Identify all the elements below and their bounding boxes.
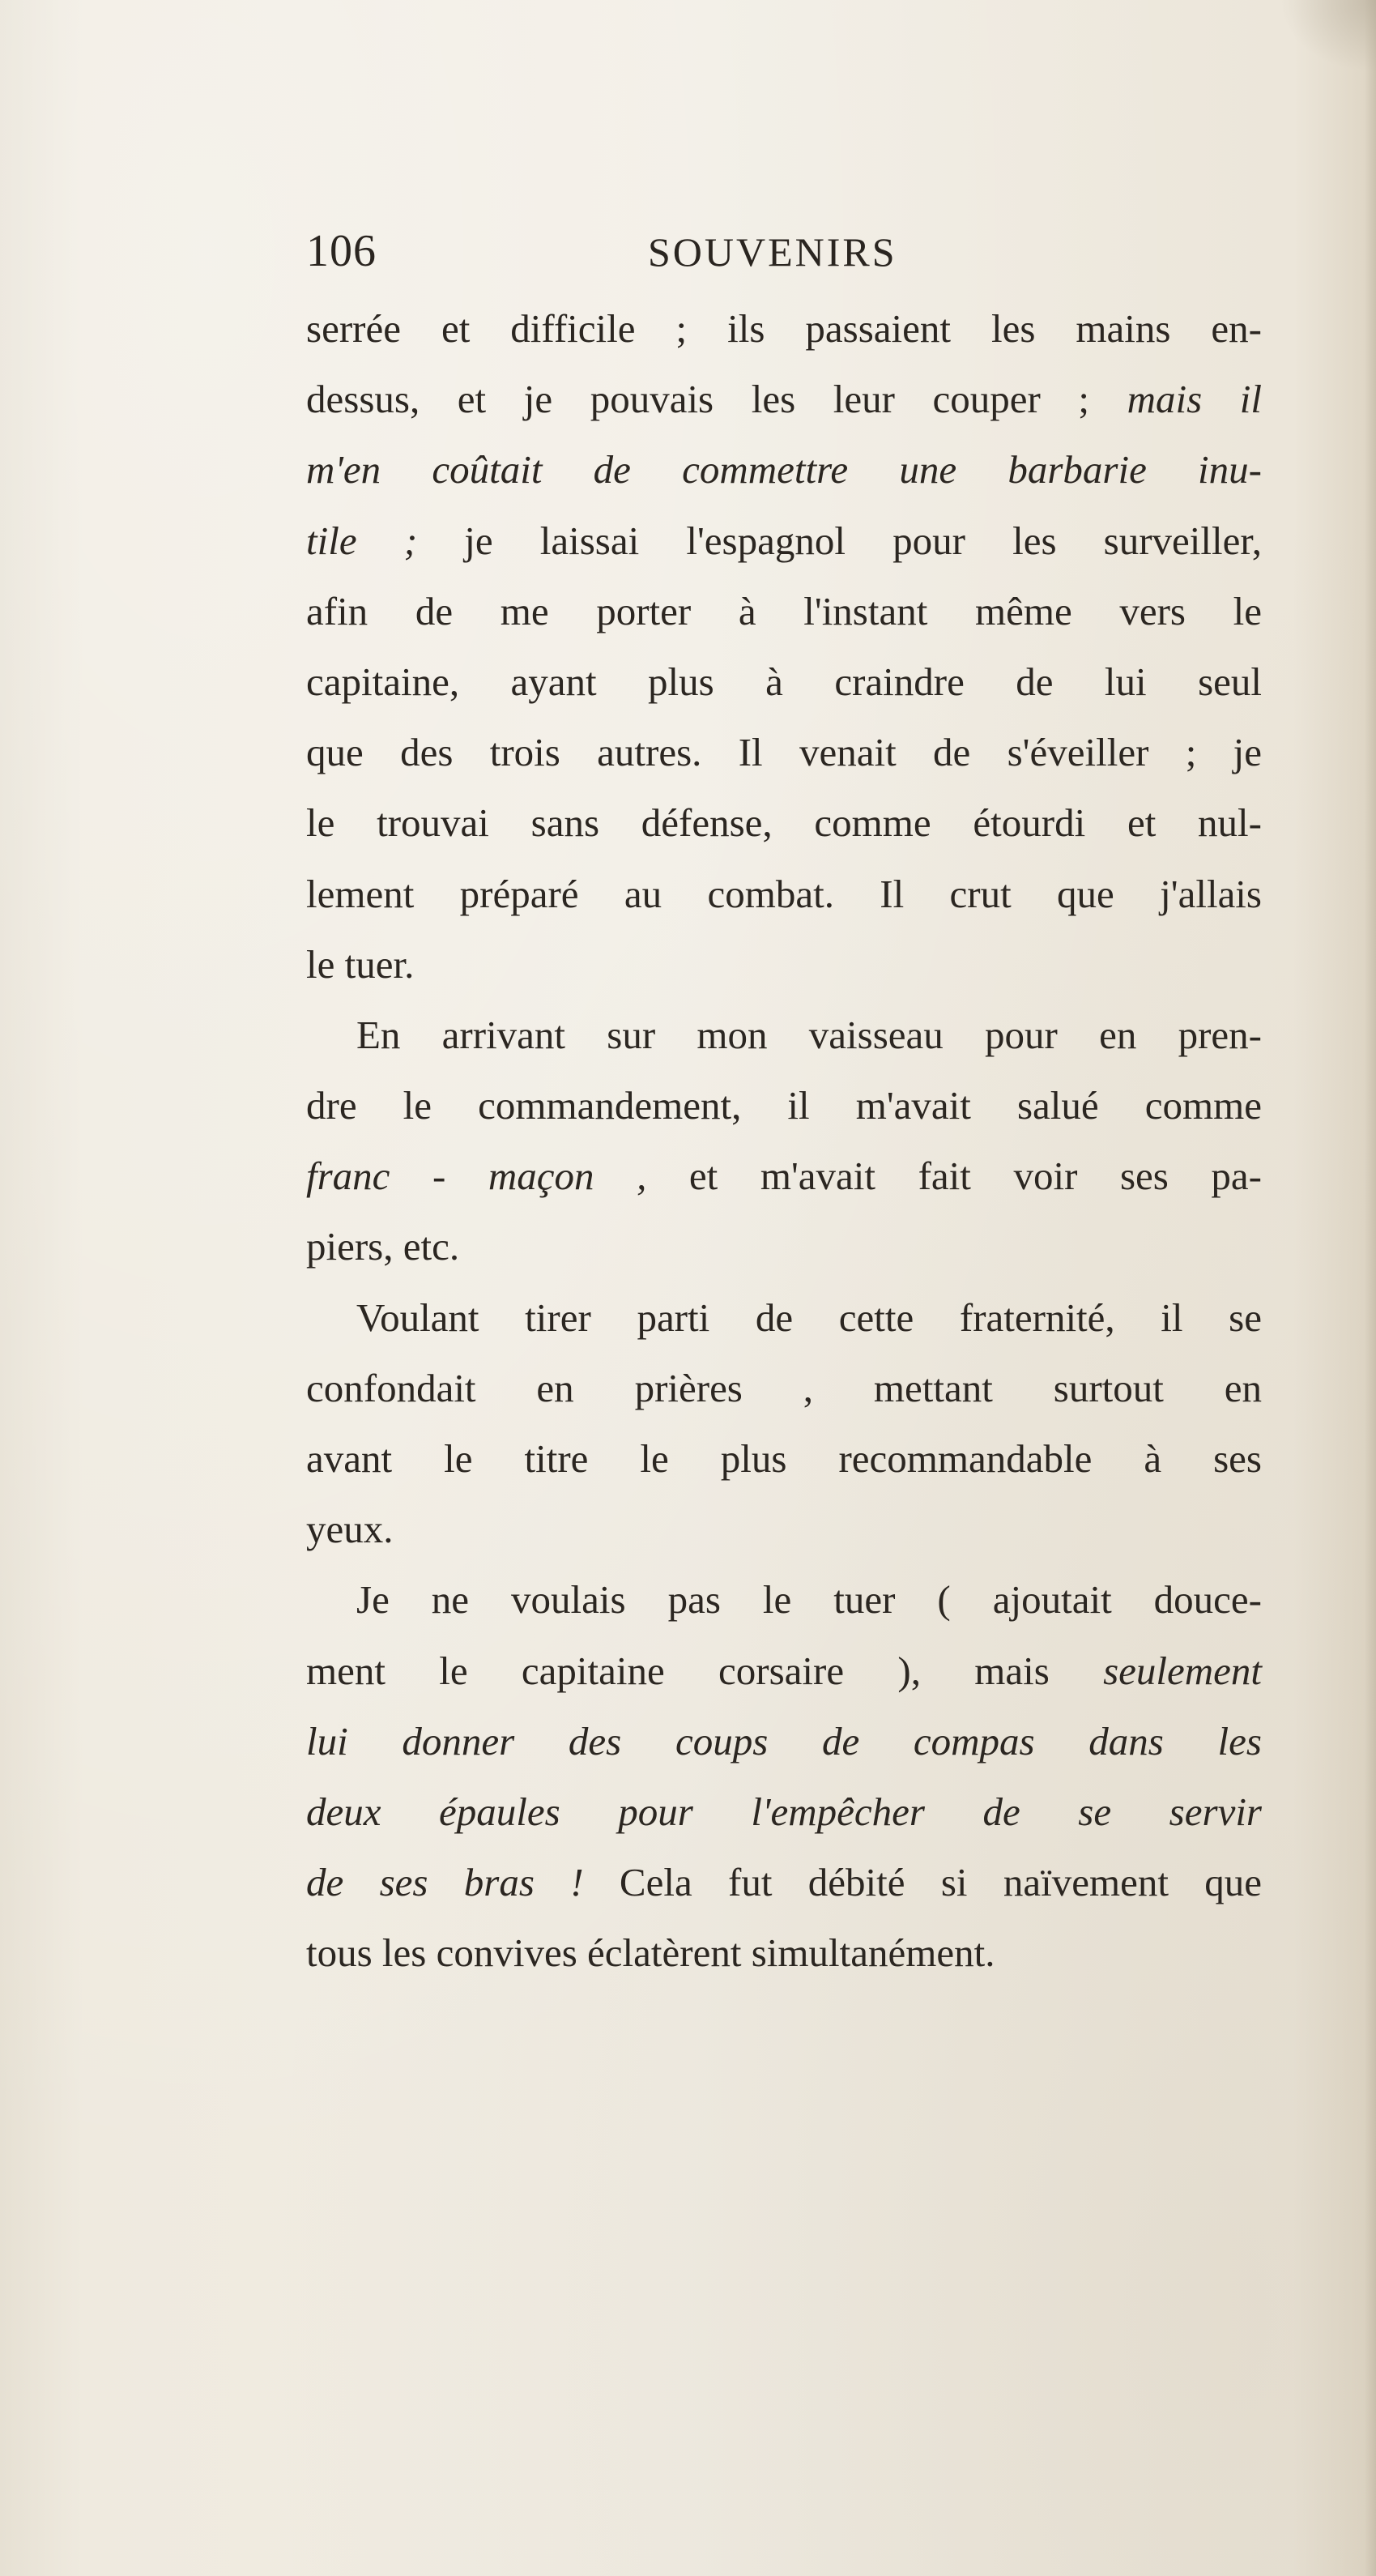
text-line (306, 1706, 1262, 1776)
text-run: piers, etc. (306, 1224, 460, 1269)
text-line (306, 293, 1262, 364)
page-edge (1365, 0, 1376, 2576)
text-run: Cela fut débité si naïvement que (583, 1860, 1263, 1905)
text-run: je laissai l'espagnol pour les surveiller, (417, 518, 1262, 563)
text-line (306, 1282, 1262, 1353)
text-line (306, 859, 1262, 929)
italic-text: m'en coûtait de commettre une barbarie inu- (306, 447, 1262, 493)
text-run: le trouvai sans défense, comme étourdi et nul- (306, 800, 1262, 846)
italic-text: tile ; (306, 518, 418, 563)
text-run: dre le commandement, il m'avait salué comme (306, 1083, 1262, 1128)
text-run: serrée et difficile ; ils passaient les mains en- (306, 306, 1262, 351)
text-line (306, 505, 1262, 576)
text-line (306, 929, 1262, 1000)
text-line (306, 1070, 1262, 1141)
italic-text: mais il (1127, 377, 1262, 422)
text-line (306, 364, 1262, 434)
page-number: 106 (306, 226, 377, 276)
text-line (306, 434, 1262, 505)
text-run: confondait en prières , mettant surtout en (306, 1365, 1262, 1410)
text-run: que des trois autres. Il venait de s'éveiller ; je (306, 730, 1262, 775)
text-line (306, 717, 1262, 787)
text-run: tous les convives éclatèrent simultanément. (306, 1930, 995, 1976)
text-line (306, 1211, 1262, 1282)
text-run: ment le capitaine corsaire ), mais (306, 1648, 1104, 1693)
italic-text: franc - maçon , (306, 1154, 647, 1199)
body-text (306, 293, 1262, 1989)
text-line (306, 1564, 1262, 1635)
text-run: dessus, et je pouvais les leur couper ; (306, 377, 1127, 422)
italic-text: lui donner des coups de compas dans les (306, 1718, 1262, 1764)
page-header (306, 225, 1262, 274)
text-line (306, 1141, 1262, 1211)
text-run: et m'avait fait voir ses pa- (646, 1154, 1262, 1199)
text-line (306, 646, 1262, 717)
text-line (306, 576, 1262, 646)
text-run: Voulant tirer parti de cette fraternité, il se (356, 1294, 1262, 1340)
paper-stain (1279, 0, 1376, 73)
text-run: lement préparé au combat. Il crut que j'allais (306, 871, 1262, 916)
text-line (306, 1423, 1262, 1494)
italic-text: deux épaules pour l'empêcher de se servir (306, 1789, 1262, 1834)
text-run: Je ne voulais pas le tuer ( ajoutait douce- (356, 1577, 1262, 1623)
text-run: le tuer. (306, 941, 415, 987)
text-line (306, 1847, 1262, 1917)
text-line (306, 787, 1262, 858)
text-run: afin de me porter à l'instant même vers le (306, 588, 1262, 633)
text-line (306, 1917, 1262, 1988)
text-run: avant le titre le plus recommandable à ses (306, 1436, 1262, 1481)
text-line (306, 1776, 1262, 1847)
text-run: yeux. (306, 1507, 394, 1552)
text-line (306, 1494, 1262, 1564)
running-head: SOUVENIRS (648, 229, 897, 275)
italic-text: de ses bras ! (306, 1860, 584, 1905)
italic-text: seulement (1103, 1648, 1262, 1693)
text-line (306, 1353, 1262, 1423)
text-run: capitaine, ayant plus à craindre de lui seul (306, 659, 1262, 704)
text-line (306, 1000, 1262, 1070)
text-line (306, 1636, 1262, 1706)
text-run: En arrivant sur mon vaisseau pour en pren- (356, 1012, 1262, 1057)
